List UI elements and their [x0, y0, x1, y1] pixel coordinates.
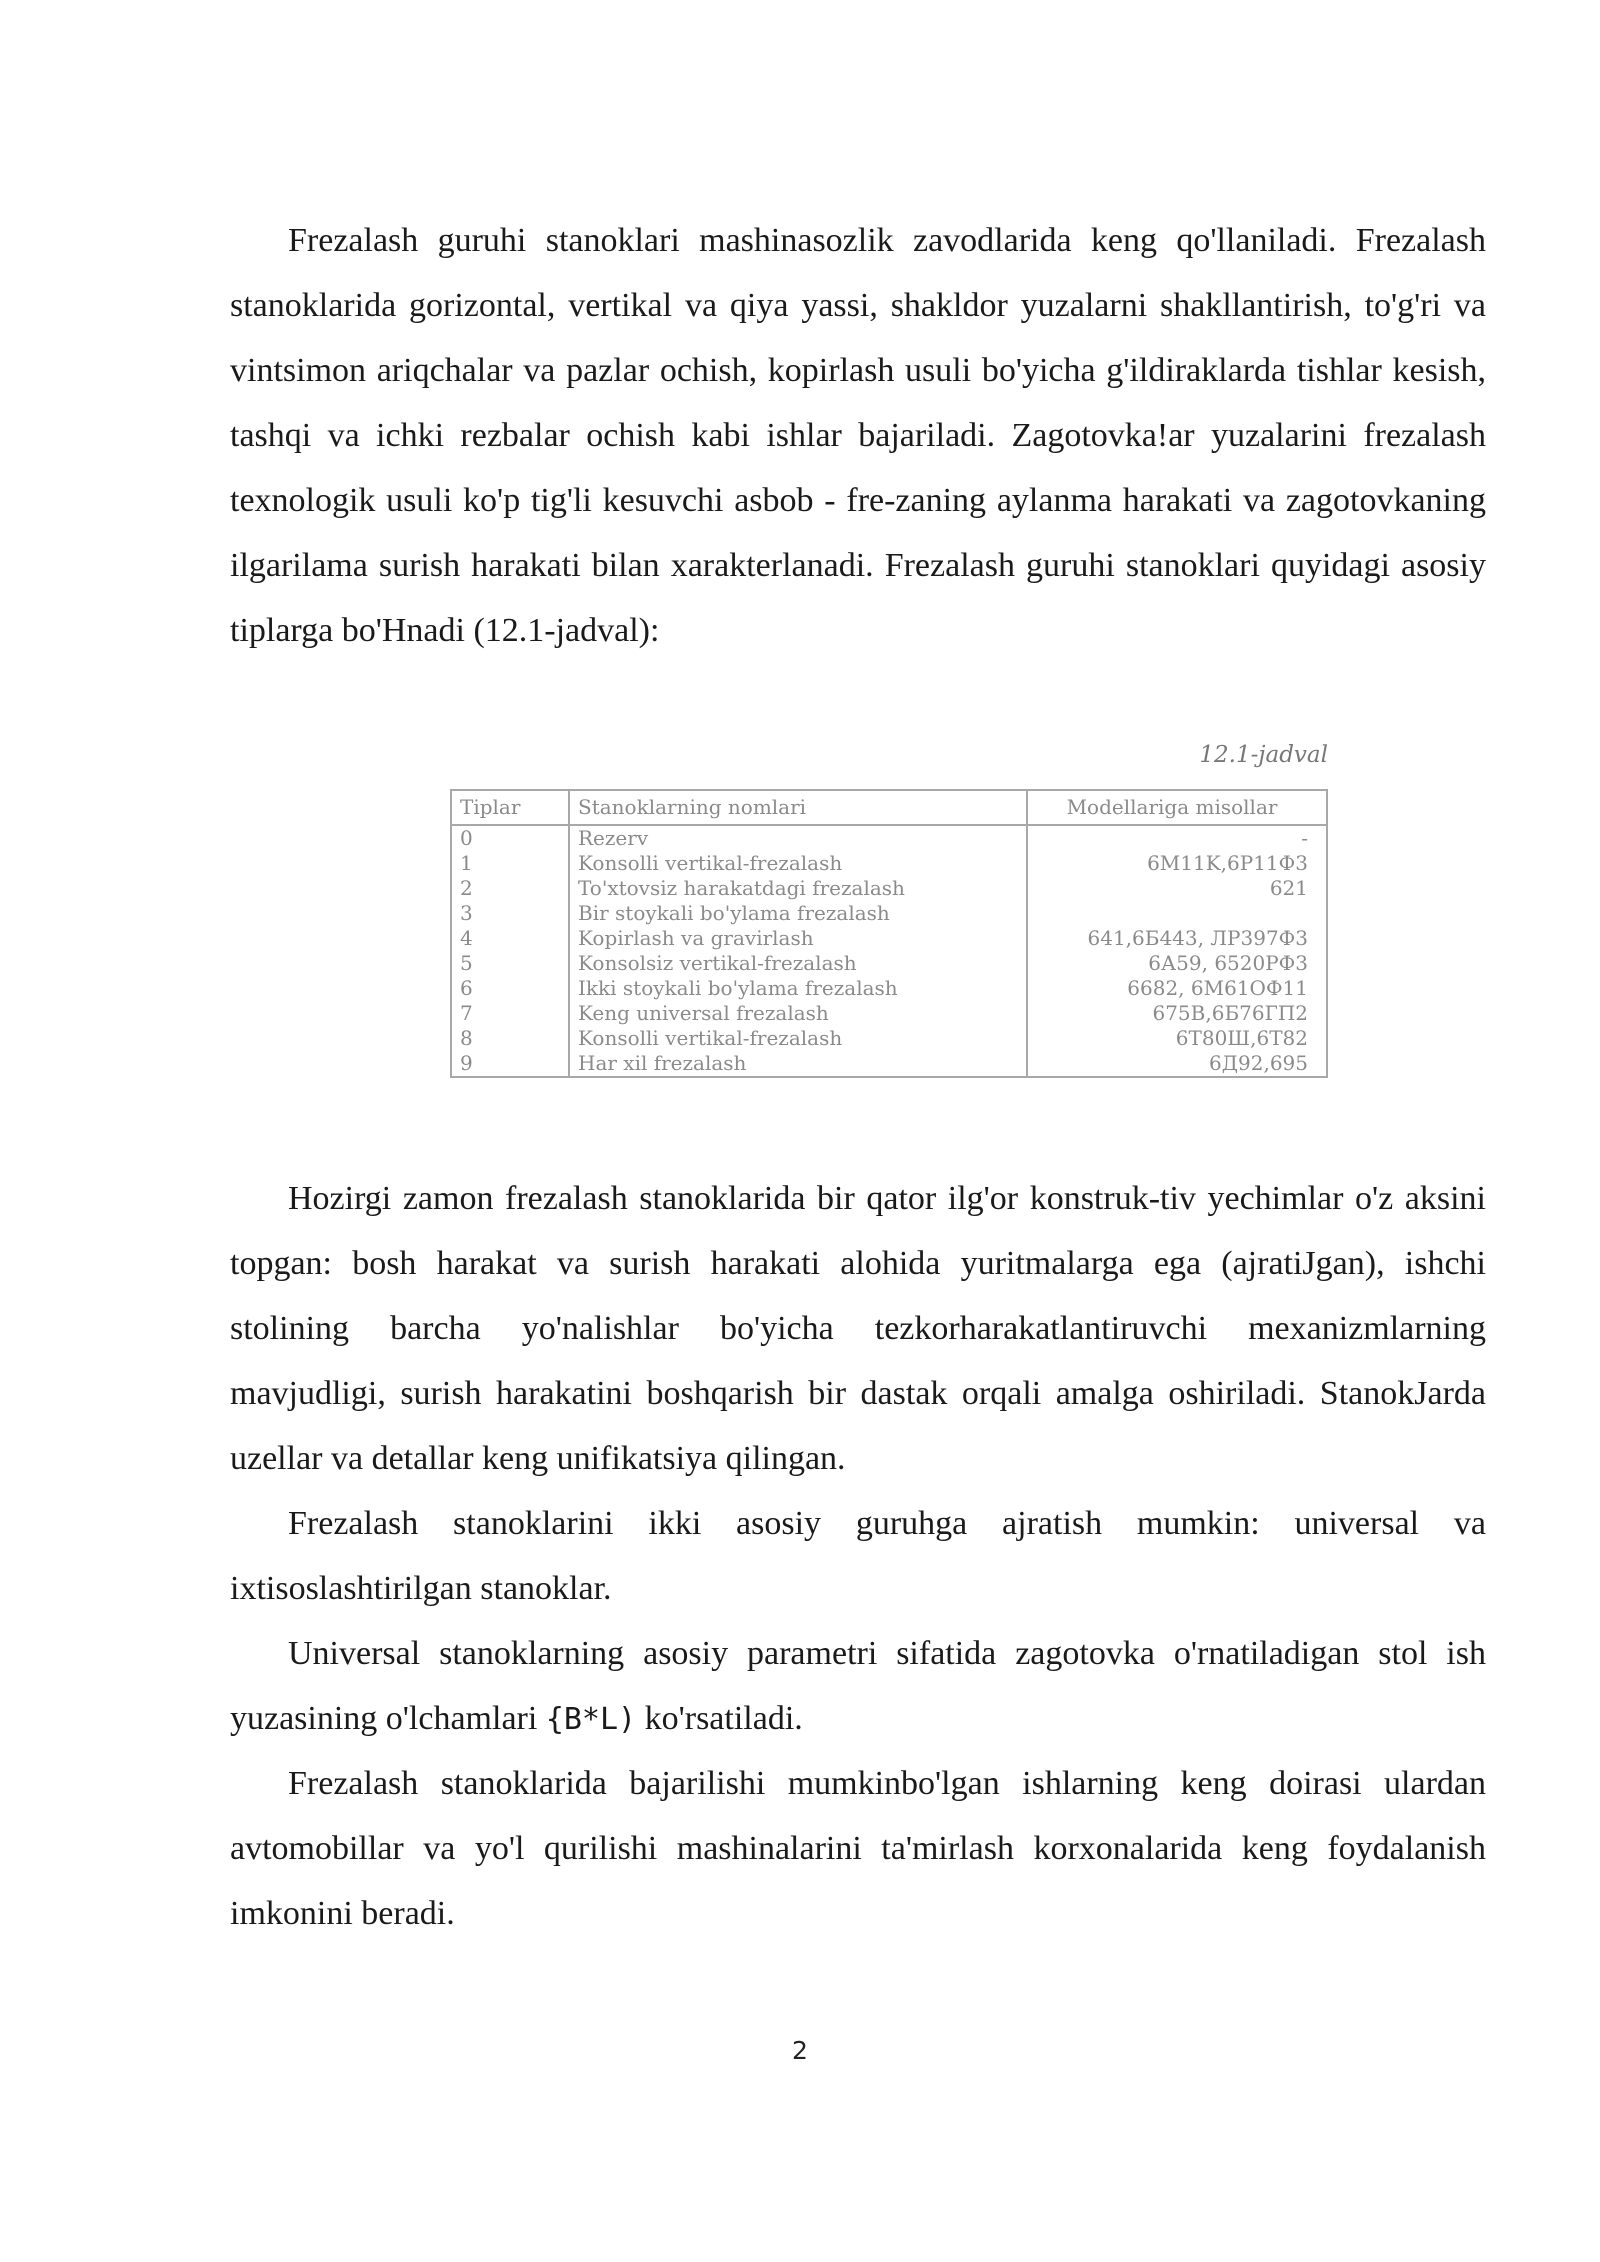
- model-cell: -: [1027, 825, 1327, 851]
- type-cell: 8: [451, 1026, 569, 1051]
- machine-types-table: [450, 789, 1328, 1078]
- name-cell: Keng universal frezalash: [569, 1001, 1027, 1026]
- type-cell: 9: [451, 1051, 569, 1077]
- model-cell: 6А59, 6520РФ3: [1027, 951, 1327, 976]
- table-row: [451, 825, 1327, 851]
- type-cell: 4: [451, 926, 569, 951]
- parameter-text-after: ko'rsatiladi.: [636, 1700, 803, 1737]
- table-row: [451, 876, 1327, 901]
- type-cell: 6: [451, 976, 569, 1001]
- model-cell: [1027, 901, 1327, 926]
- table-row: [451, 1051, 1327, 1077]
- type-cell: 2: [451, 876, 569, 901]
- applications-paragraph: Frezalash stanoklarida bajarilishi mumkinbo'lgan ishlarning keng doirasi ulardan avtomobillar va yo'l qurilishi mashinalarini ta'mirlash korxonalarida keng foydalanish imkonini beradi.: [230, 1765, 1486, 1932]
- model-cell: 6Д92,695: [1027, 1051, 1327, 1077]
- model-cell: 6M11K,6P11Ф3: [1027, 851, 1327, 876]
- type-cell: 0: [451, 825, 569, 851]
- modern-features-paragraph: Hozirgi zamon frezalash stanoklarida bir qator ilg'or konstruk-tiv yechimlar o'z aksini topgan: bosh harakat va surish harakati alohida yuritmalarga ega (ajratiJgan), ishchi stolining barcha yo'nalishlar bo'yicha tezkorharakatlantiruvchi mexanizmlarning mavjudligi, surish harakatini boshqarish bir dastak orqali amalga oshiriladi. StanokJarda uzellar va detallar keng unifikatsiya qilingan.: [230, 1180, 1486, 1477]
- table-row: [451, 1001, 1327, 1026]
- name-cell: Konsolli vertikal-frezalash: [569, 851, 1027, 876]
- groups-paragraph: Frezalash stanoklarini ikki asosiy guruhga ajratish mumkin: universal va ixtisoslashtirilgan stanoklar.: [230, 1505, 1486, 1607]
- model-cell: 641,6Б443, ЛР397Ф3: [1027, 926, 1327, 951]
- type-cell: 1: [451, 851, 569, 876]
- table-row: [451, 851, 1327, 876]
- table-row: [451, 951, 1327, 976]
- name-cell: Har xil frezalash: [569, 1051, 1027, 1077]
- model-cell: 675В,6Б76ГП2: [1027, 1001, 1327, 1026]
- table-caption: 12.1-jadval: [1199, 742, 1328, 768]
- type-cell: 3: [451, 901, 569, 926]
- name-cell: Rezerv: [569, 825, 1027, 851]
- name-cell: To'xtovsiz harakatdagi frezalash: [569, 876, 1027, 901]
- intro-paragraph: Frezalash guruhi stanoklari mashinasozlik zavodlarida keng qo'llaniladi. Frezalash stanoklarida gorizontal, vertikal va qiya yassi, shakldor yuzalarni shakllantirish, to'g'ri va vintsimon ariqchalar va pazlar ochish, kopirlash usuli bo'yicha g'ildiraklarda tishlar kesish, tashqi va ichki rezbalar ochish kabi ishlar bajariladi. Zagotovka!ar yuzalarini frezalash texnologik usuli ko'p tig'li kesuvchi asbob - fre-zaning aylanma harakati va zagotovkaning ilgarilama surish harakati bilan xarakterlanadi. Frezalash guruhi stanoklari quyidagi asosiy tiplarga bo'Hnadi (12.1-jadval):: [230, 222, 1486, 649]
- table-row: [451, 926, 1327, 951]
- parameter-text-before: Universal stanoklarning asosiy parametri sifatida zagotovka o'rnatiladigan stol ish yuzasining o'lchamlari: [230, 1635, 1486, 1737]
- table-row: [451, 1026, 1327, 1051]
- type-cell: 7: [451, 1001, 569, 1026]
- name-cell: Konsolsiz vertikal-frezalash: [569, 951, 1027, 976]
- table-header-row: [451, 790, 1327, 825]
- name-cell: Bir stoykali bo'ylama frezalash: [569, 901, 1027, 926]
- model-cell: 6T80Ш,6T82: [1027, 1026, 1327, 1051]
- name-cell: Ikki stoykali bo'ylama frezalash: [569, 976, 1027, 1001]
- name-cell: Kopirlash va gravirlash: [569, 926, 1027, 951]
- table-row: [451, 976, 1327, 1001]
- model-cell: 6682, 6M61OФ11: [1027, 976, 1327, 1001]
- table-size-formula: {B*L): [545, 1702, 637, 1737]
- parameter-paragraph: [230, 1621, 1486, 1752]
- header-model-examples: Modellariga misollar: [1027, 790, 1327, 825]
- model-cell: 621: [1027, 876, 1327, 901]
- header-types: Tiplar: [451, 790, 569, 825]
- header-machine-names: Stanoklarning nomlari: [569, 790, 1027, 825]
- type-cell: 5: [451, 951, 569, 976]
- page-number: 2: [792, 2036, 808, 2065]
- table-row: [451, 901, 1327, 926]
- name-cell: Konsolli vertikal-frezalash: [569, 1026, 1027, 1051]
